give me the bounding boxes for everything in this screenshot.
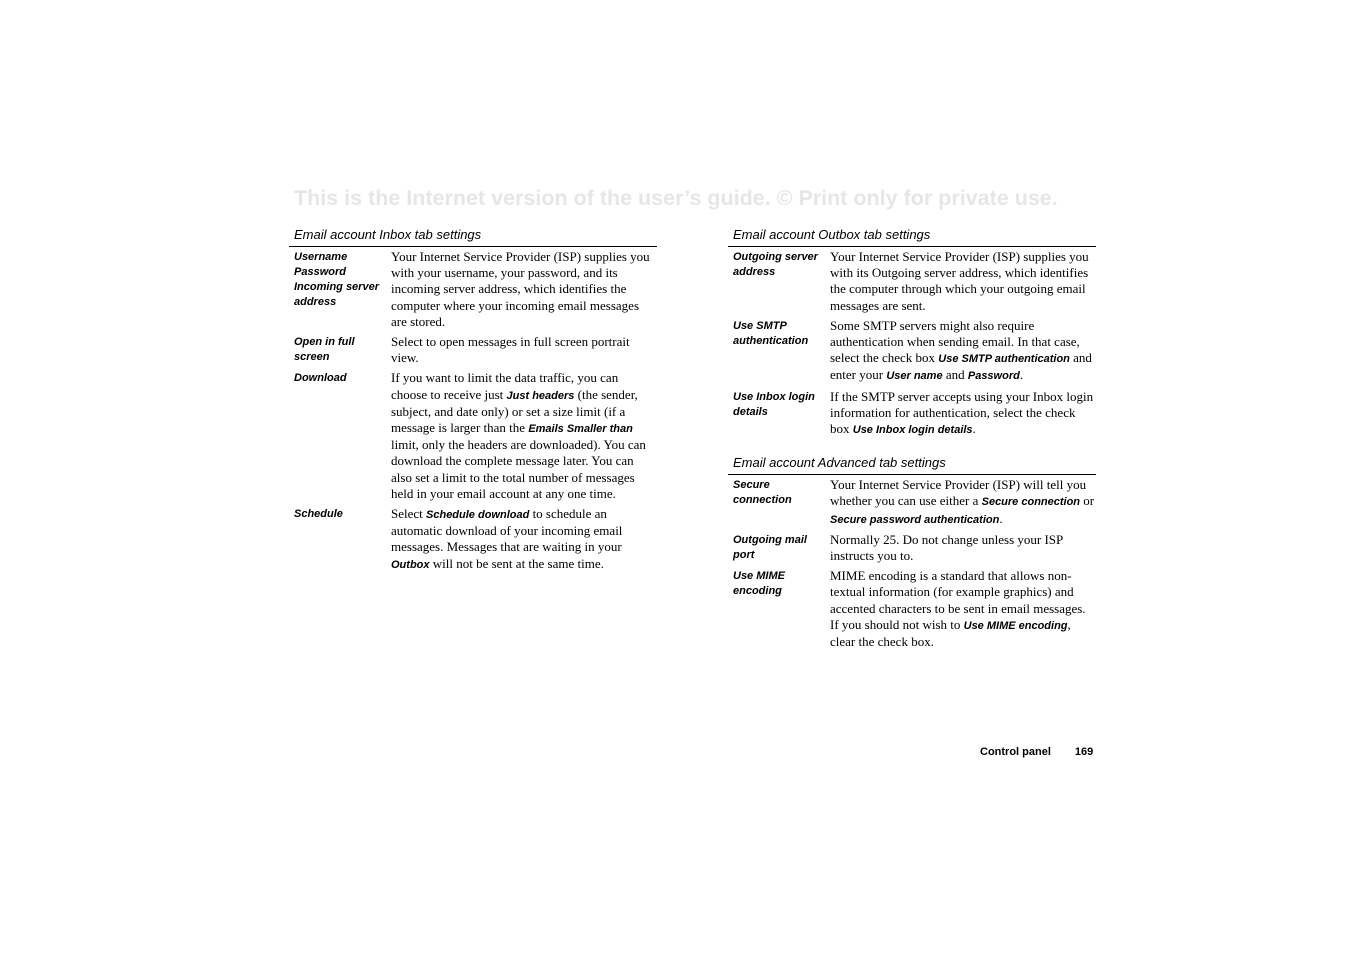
table-row <box>728 532 1096 564</box>
page-footer <box>980 746 1093 758</box>
term-download: Download <box>294 372 347 385</box>
term-password: Password <box>294 266 346 278</box>
outbox-section-title: Email account Outbox tab settings <box>728 227 1096 247</box>
table-row <box>728 477 1096 528</box>
term-outgoing-mail-port: Outgoing mail port <box>733 533 807 561</box>
inbox-settings-column <box>289 227 657 577</box>
row-definition: Select to open messages in full screen portrait view. <box>391 334 630 366</box>
term-open-full-screen: Open in full screen <box>294 336 355 364</box>
term-mime-encoding: Use MIME encoding <box>733 570 785 598</box>
row-definition: If the SMTP server accepts using your Inbox login information for authentication, select the check box Use Inbox login details. <box>830 388 1094 437</box>
watermark: This is the Internet version of the user’s guide. © Print only for private use. <box>294 186 1058 210</box>
row-term <box>289 506 391 573</box>
term-secure-connection: Secure connection <box>733 479 792 507</box>
row-definition: Some SMTP servers might also require authentication when sending email. In that case, select the check box Use SMTP authentication and enter your User name and Password. <box>830 317 1092 383</box>
table-row <box>289 249 657 330</box>
footer-section: Control panel <box>980 746 1051 758</box>
row-definition: MIME encoding is a standard that allows non-textual information (for example graphics) and accented characters to be sent in email messages. If you should not wish to Use MIME encoding, clear the check box. <box>830 568 1086 650</box>
row-term <box>289 249 391 330</box>
table-row <box>728 318 1096 385</box>
term-outgoing-server: Outgoing server address <box>733 251 818 278</box>
table-row <box>728 568 1096 650</box>
row-definition: Your Internet Service Provider (ISP) will tell you whether you can use either a Secure connection or Secure password authentication. <box>830 477 1095 526</box>
row-term <box>728 249 830 314</box>
term-incoming-server: Incoming server address <box>294 281 379 308</box>
table-row <box>289 506 657 573</box>
table-row <box>289 334 657 366</box>
term-inbox-login: Use Inbox login details <box>733 390 815 418</box>
row-definition: Your Internet Service Provider (ISP) supplies you with your username, your password, and its incoming server address, which identifies the computer where your incoming email messages are stored. <box>391 249 650 329</box>
term-username: Username <box>294 251 348 263</box>
row-term <box>728 532 830 564</box>
table-row <box>728 389 1096 439</box>
row-definition: Select Schedule download to schedule an automatic download of your incoming email messages. Messages that are waiting in your Outbox will not be sent at the same time. <box>391 506 623 571</box>
advanced-section-title: Email account Advanced tab settings <box>728 455 1096 475</box>
outbox-advanced-column <box>728 227 1096 654</box>
table-row <box>728 249 1096 314</box>
row-term <box>728 477 830 528</box>
term-smtp-auth: Use SMTP authentication <box>733 319 809 347</box>
row-term <box>728 568 830 650</box>
row-definition: Your Internet Service Provider (ISP) supplies you with its Outgoing server address, which identifies the computer through which your outgoing email messages are sent. <box>830 249 1089 313</box>
row-definition: If you want to limit the data traffic, you can choose to receive just Just headers (the sender, subject, and date only) or set a size limit (if a message is larger than the Emails Smaller than limit, only the headers are downloaded). You can download the complete message later. You can also set a limit to the total number of messages held in your email account at any one time. <box>391 370 646 501</box>
row-term <box>728 389 830 439</box>
row-term <box>728 318 830 385</box>
row-term <box>289 370 391 502</box>
inbox-section-title: Email account Inbox tab settings <box>289 227 657 247</box>
page-number: 169 <box>1074 746 1094 758</box>
term-schedule: Schedule <box>294 508 343 521</box>
row-definition: Normally 25. Do not change unless your ISP instructs you to. <box>830 531 1063 564</box>
row-term <box>289 334 391 366</box>
table-row <box>289 370 657 502</box>
